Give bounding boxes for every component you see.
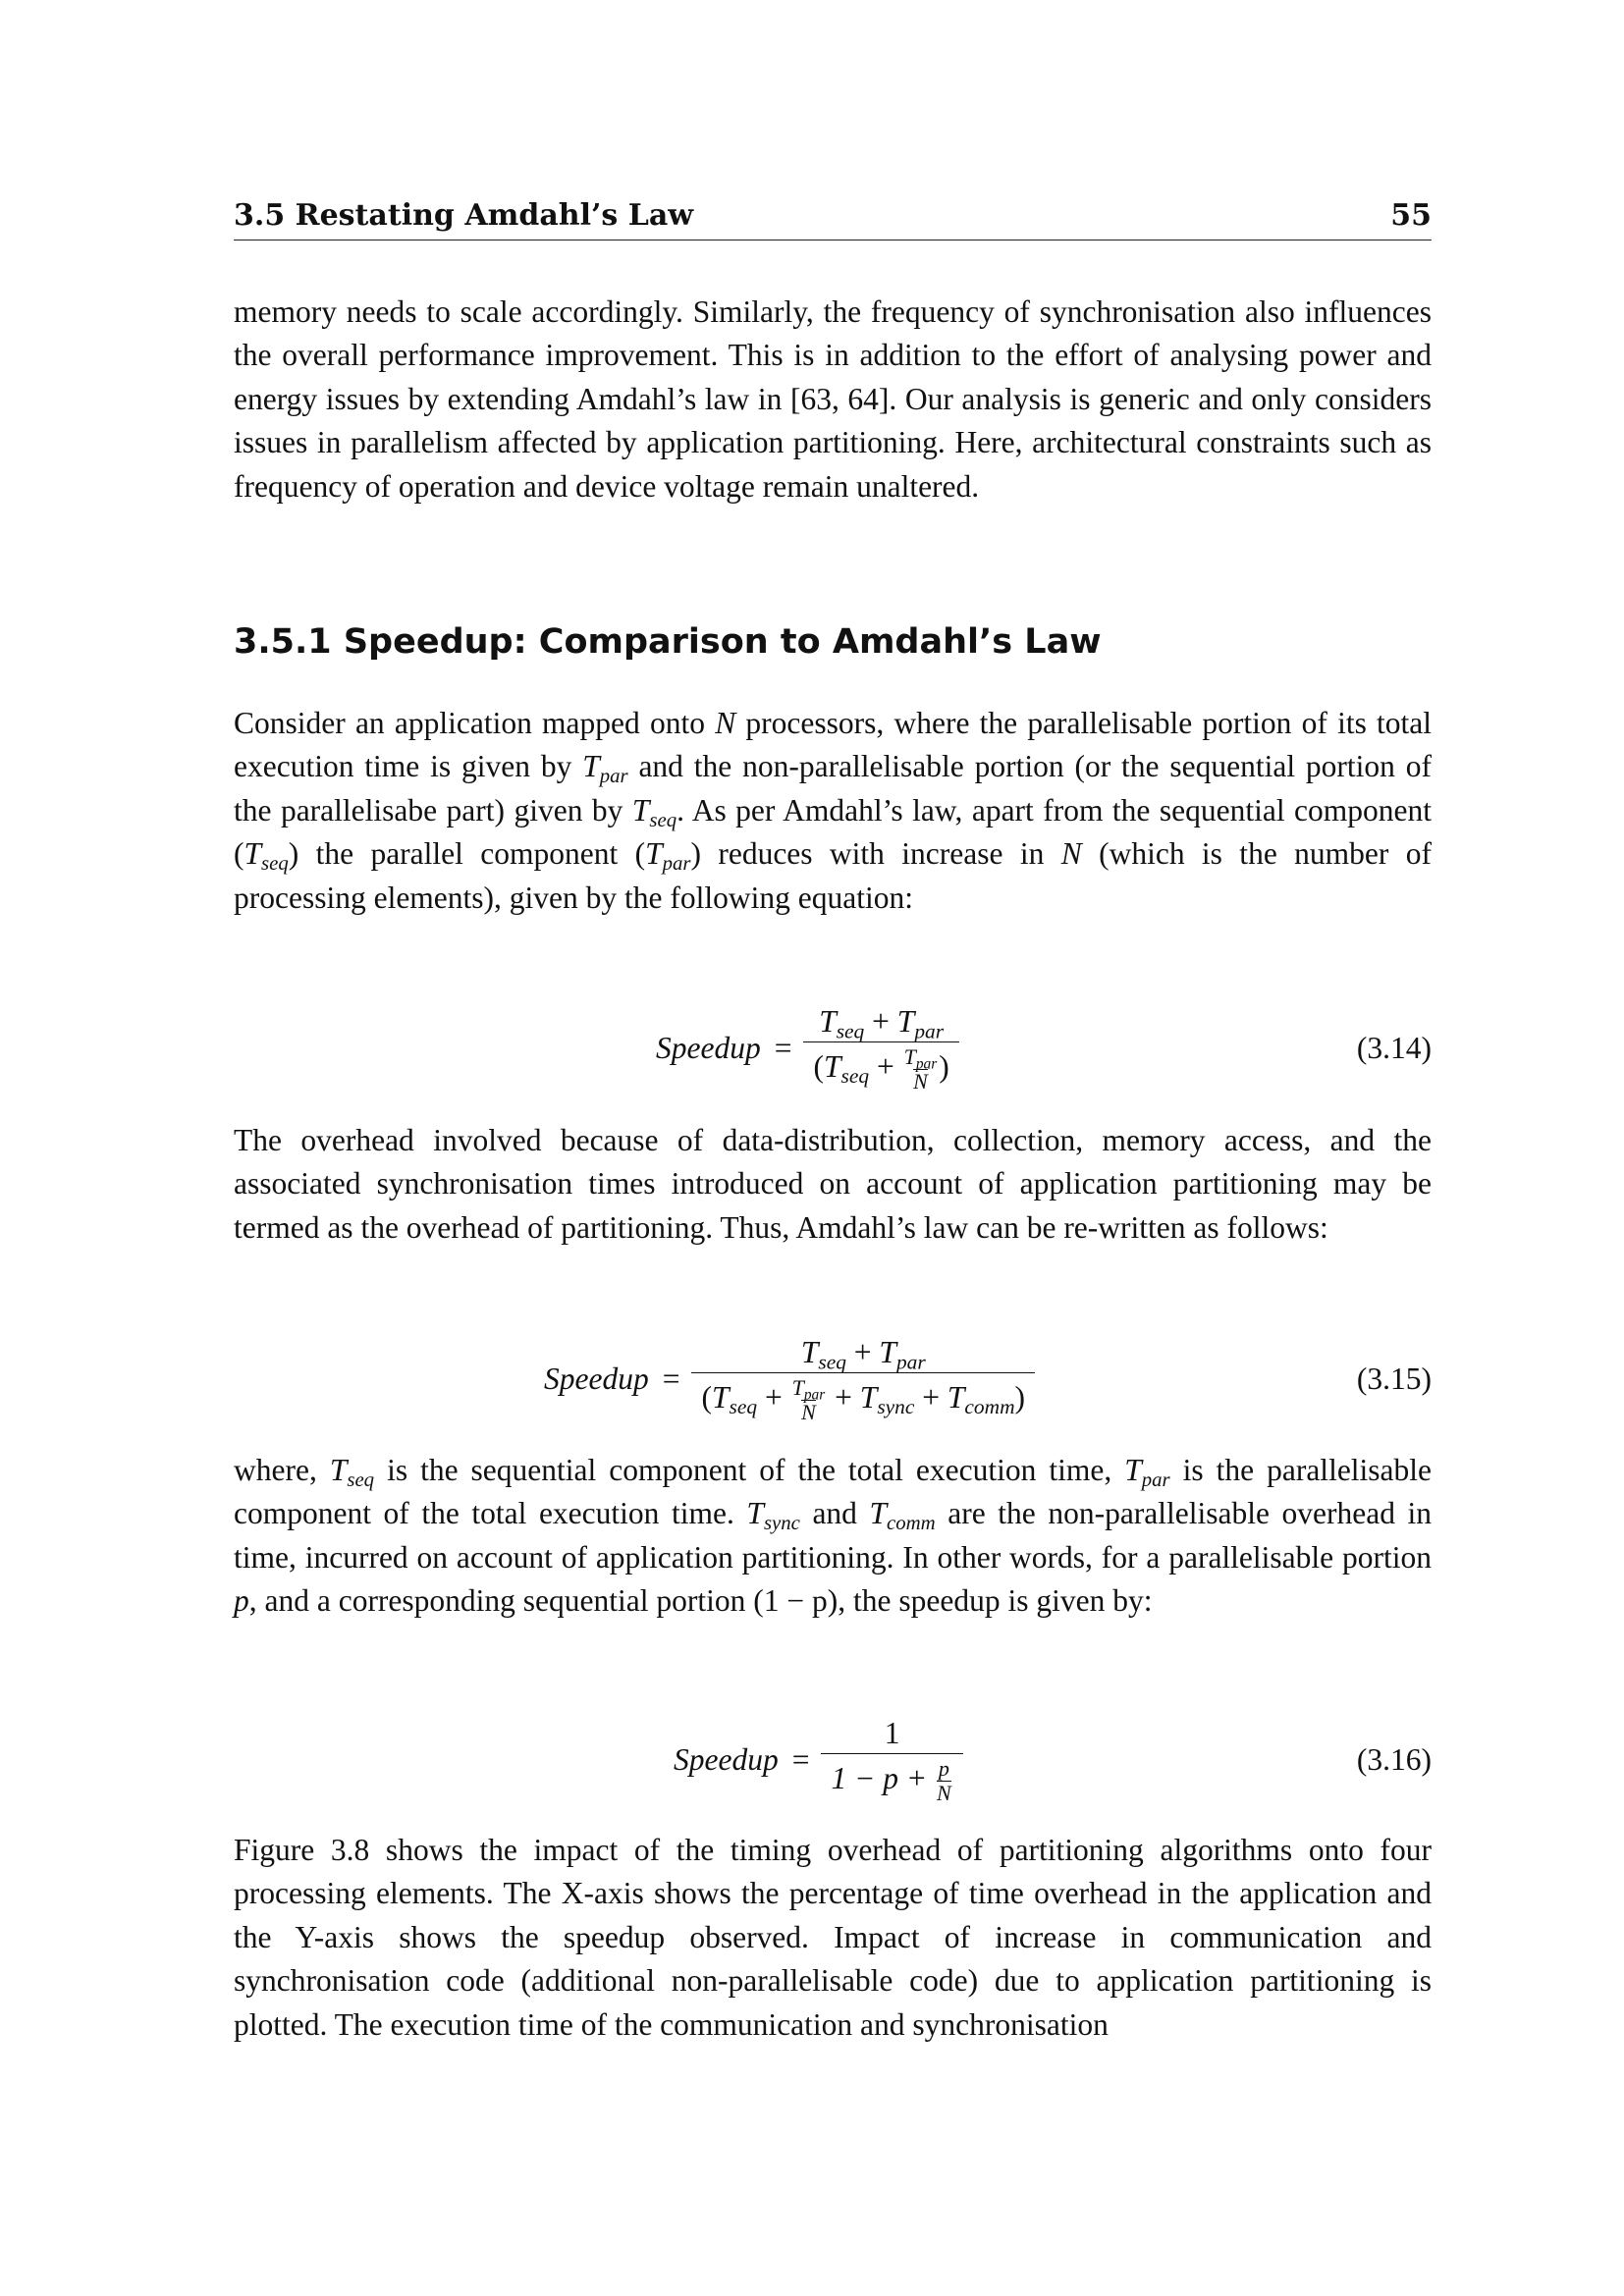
equation-number-3-14: (3.14) <box>1356 1031 1432 1065</box>
equation-3-15: Speedup = $T_{seq} + T_{par}$ ($T_{seq}$ + $\frac{T_{par}}{N}$ + $T_{sync} + T_{comm}$) (3.15) <box>234 1325 1432 1433</box>
paragraph-5: Figure 3.8 shows the impact of the timing overhead of partitioning algorithms onto four processing elements. The X-axis shows the percentage of time overhead in the application and the Y-axis shows the speedup observed. Impact of increase in communication and synchronisation code (additional non-parallelisable code) due to application partitioning is plotted. The execution time of the communication and synchronisation <box>234 1833 1432 2042</box>
paragraph-3: The overhead involved because of data-distribution, collection, memory access, and the associated synchronisation times introduced on account of application partitioning may be termed as the overhead of partitioning. Thus, Amdahl’s law can be re-written as follows: <box>234 1123 1432 1245</box>
equation-number-3-15: (3.15) <box>1356 1362 1432 1396</box>
running-header-title: 3.5 Restating Amdahl’s Law <box>234 198 694 233</box>
paragraph-4: where, $T_{seq}$ is the sequential component of the total execution time, $T_{par}$ is the parallelisable component of the total execution time. $T_{sync}$ and $T_{comm}$ are the non-parallelisable overhead in time, incurred on account of application partitioning. In other words, for a parallelisable portion p, and a corresponding sequential portion (1 − p), the speedup is given by: <box>234 1453 1433 1619</box>
equation-3-16: Speedup = 1 1 − p + $\frac{p}{N}$ (3.16) <box>234 1706 1432 1814</box>
paragraph-2: Consider an application mapped onto N processors, where the parallelisable portion of its total execution time is given by $T_{par}$ and the non-parallelisable portion (or the sequential portion of the parallelisabe part) given by $T_{seq}$. As per Amdahl’s law, apart from the sequential component $(T_{seq})$ the parallel component $(T_{par})$ reduces with increase in N (which is the number of processing elements), given by the following equation: <box>234 706 1433 915</box>
paragraph-1: memory needs to scale accordingly. Similarly, the frequency of synchronisation also influences the overall performance improvement. This is in addition to the effort of analysing power and energy issues by extending Amdahl’s law in [63, 64]. Our analysis is generic and only considers issues in parallelism affected by application partitioning. Here, architectural constraints such as frequency of operation and device voltage remain unaltered. <box>234 294 1432 504</box>
page-number: 55 <box>1390 198 1432 233</box>
equation-number-3-16: (3.16) <box>1356 1742 1432 1777</box>
running-header <box>234 194 1432 240</box>
equation-3-14: Speedup = $T_{seq} + T_{par}$ ($T_{seq}$ + $\frac{T_{par}}{N}$ ) (3.14) <box>234 994 1432 1102</box>
section-heading: 3.5.1 Speedup: Comparison to Amdahl’s Law <box>234 622 1102 662</box>
